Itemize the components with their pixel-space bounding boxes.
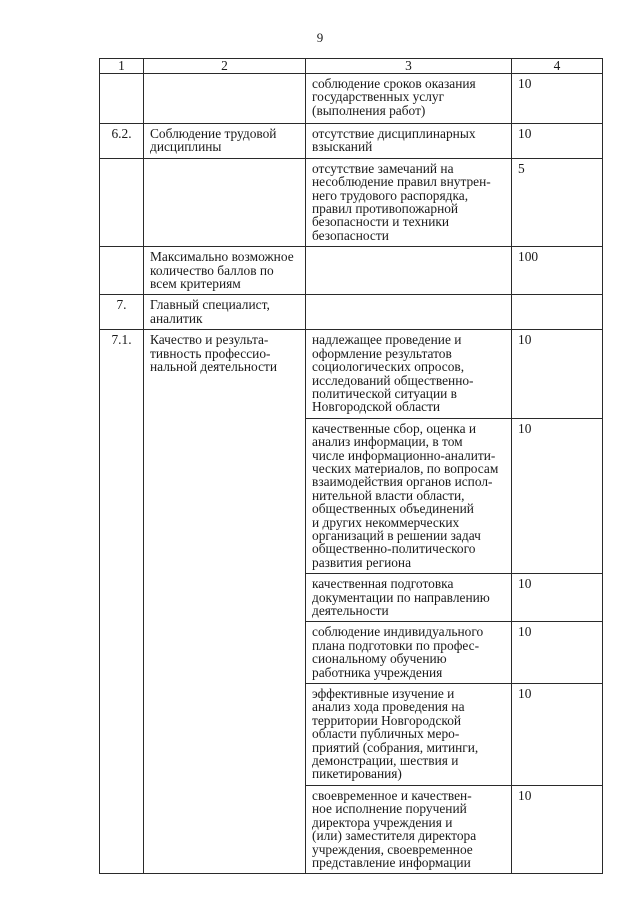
table-row	[100, 247, 603, 295]
indicator-text: соблюдение индивидуального плана подготовки по профес- сиональному обучению работника учреждения	[306, 622, 512, 684]
table-row	[100, 418, 603, 573]
score-value: 10	[512, 785, 603, 873]
score-value: 5	[512, 158, 603, 246]
score-value	[512, 295, 603, 330]
indicator-text	[306, 247, 512, 295]
row-number	[100, 158, 144, 246]
table-row	[100, 295, 603, 330]
indicator-text: качественные сбор, оценка и анализ информации, в том числе информационно-аналити- ческих материалов, по вопросам взаимодействия органов испол- нительной власти области, общественных объединений и других некоммерческих организаций в решении задач общественно-политического развития региона	[306, 418, 512, 573]
score-value: 10	[512, 574, 603, 622]
row-number	[100, 785, 144, 873]
indicator-text: надлежащее проведение и оформление результатов социологических опросов, исследований общественно- политической ситуации в Новгородской области	[306, 330, 512, 418]
criterion-name	[144, 785, 306, 873]
row-number	[100, 247, 144, 295]
table-row	[100, 684, 603, 786]
score-value: 10	[512, 684, 603, 786]
indicator-text: соблюдение сроков оказания государственных услуг (выполнения работ)	[306, 74, 512, 124]
criterion-name: Качество и результа- тивность профессио- нальной деятельности	[144, 330, 306, 418]
indicator-text	[306, 295, 512, 330]
criterion-name	[144, 574, 306, 622]
table-row	[100, 74, 603, 124]
row-number	[100, 74, 144, 124]
criteria-table	[99, 58, 603, 874]
table-row	[100, 158, 603, 246]
table-row	[100, 574, 603, 622]
row-number	[100, 684, 144, 786]
row-number	[100, 418, 144, 573]
header-col-3: 3	[306, 59, 512, 74]
page-number: 9	[316, 30, 324, 45]
score-value: 10	[512, 418, 603, 573]
header-col-4: 4	[512, 59, 603, 74]
criterion-name	[144, 622, 306, 684]
header-col-2: 2	[144, 59, 306, 74]
score-value: 10	[512, 622, 603, 684]
indicator-text: эффективные изучение и анализ хода проведения на территории Новгородской области публичных меро- приятий (собрания, митинги, демонстрации, шествия и пикетирования)	[306, 684, 512, 786]
score-value: 100	[512, 247, 603, 295]
criterion-name: Максимально возможное количество баллов по всем критериям	[144, 247, 306, 295]
indicator-text: своевременное и качествен- ное исполнение поручений директора учреждения и (или) заместителя директора учреждения, своевременное представление информации	[306, 785, 512, 873]
table-row	[100, 330, 603, 418]
table-row	[100, 785, 603, 873]
score-value: 10	[512, 74, 603, 124]
table-row	[100, 124, 603, 159]
row-number: 7.	[100, 295, 144, 330]
table-row	[100, 622, 603, 684]
criterion-name	[144, 684, 306, 786]
row-number: 6.2.	[100, 124, 144, 159]
row-number	[100, 574, 144, 622]
criterion-name	[144, 74, 306, 124]
criterion-name	[144, 418, 306, 573]
indicator-text: отсутствие дисциплинарных взысканий	[306, 124, 512, 159]
score-value: 10	[512, 330, 603, 418]
row-number	[100, 622, 144, 684]
header-col-1: 1	[100, 59, 144, 74]
criterion-name: Главный специалист, аналитик	[144, 295, 306, 330]
score-value: 10	[512, 124, 603, 159]
row-number: 7.1.	[100, 330, 144, 418]
criterion-name: Соблюдение трудовой дисциплины	[144, 124, 306, 159]
indicator-text: качественная подготовка документации по направлению деятельности	[306, 574, 512, 622]
indicator-text: отсутствие замечаний на несоблюдение правил внутрен- него трудового распорядка, правил противопожарной безопасности и техники безопасности	[306, 158, 512, 246]
criterion-name	[144, 158, 306, 246]
table-header-row	[100, 59, 603, 74]
